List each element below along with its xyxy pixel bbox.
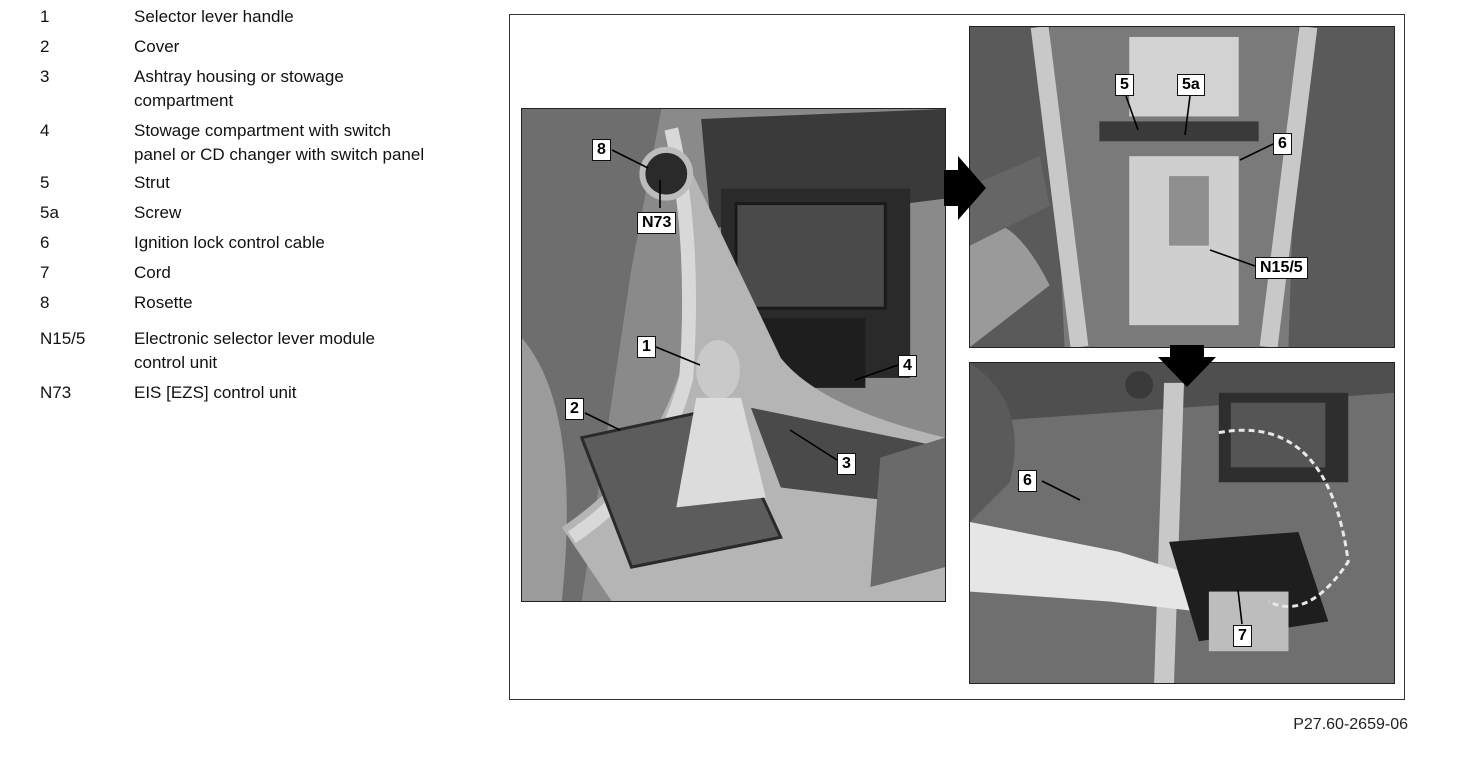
legend-item xyxy=(40,171,460,195)
legend-item xyxy=(40,65,460,113)
legend-number: N73 xyxy=(40,383,72,402)
legend-number: 3 xyxy=(40,67,50,86)
console-photo-drawing xyxy=(522,109,945,601)
legend-description: Screw xyxy=(134,203,182,222)
legend-number: 7 xyxy=(40,263,50,282)
console-photo xyxy=(521,108,946,602)
legend-description: EIS [EZS] control unit xyxy=(134,383,297,402)
legend-number: 2 xyxy=(40,37,50,56)
legend-description: Cover xyxy=(134,37,180,56)
legend-item xyxy=(40,231,460,255)
legend-item xyxy=(40,261,460,285)
legend-number: 1 xyxy=(40,7,50,26)
figure-code: P27.60-2659-06 xyxy=(1293,716,1408,733)
legend-description: Strut xyxy=(134,173,170,192)
legend-item xyxy=(40,35,460,59)
legend-description: Cord xyxy=(134,263,171,282)
legend-description: Ignition lock control cable xyxy=(134,233,325,252)
arrow-right-icon xyxy=(944,156,986,220)
callout-6-bottom: 6 xyxy=(1018,470,1037,492)
legend-description: Electronic selector lever module control unit xyxy=(134,329,375,372)
legend-item xyxy=(40,381,460,405)
callout-2: 2 xyxy=(565,398,584,420)
callout-6-top: 6 xyxy=(1273,133,1292,155)
callout-7: 7 xyxy=(1233,625,1252,647)
callout-8: 8 xyxy=(592,139,611,161)
legend-number: N15/5 xyxy=(40,329,86,348)
legend-description: Selector lever handle xyxy=(134,7,294,26)
legend-number: 5 xyxy=(40,173,50,192)
legend-description: Rosette xyxy=(134,293,193,312)
legend-item xyxy=(40,327,460,375)
callout-4: 4 xyxy=(898,355,917,377)
legend-description: Ashtray housing or stowage compartment xyxy=(134,67,344,110)
legend-number: 4 xyxy=(40,121,50,140)
legend-number: 5a xyxy=(40,203,59,222)
legend-number: 6 xyxy=(40,233,50,252)
callout-5a: 5a xyxy=(1177,74,1205,96)
legend-description: Stowage compartment with switch panel or CD changer with switch panel xyxy=(134,121,425,164)
legend-list xyxy=(40,5,460,405)
legend-item xyxy=(40,119,460,167)
cable-photo-drawing xyxy=(970,363,1394,683)
legend-item xyxy=(40,5,460,29)
callout-5: 5 xyxy=(1115,74,1134,96)
legend-item xyxy=(40,291,460,315)
callout-1: 1 xyxy=(637,336,656,358)
callout-3: 3 xyxy=(837,453,856,475)
callout-n15-5: N15/5 xyxy=(1255,257,1308,279)
callout-n73: N73 xyxy=(637,212,676,234)
legend-number: 8 xyxy=(40,293,50,312)
legend-item xyxy=(40,201,460,225)
cable-photo xyxy=(969,362,1395,684)
arrow-down-icon xyxy=(1158,345,1216,387)
